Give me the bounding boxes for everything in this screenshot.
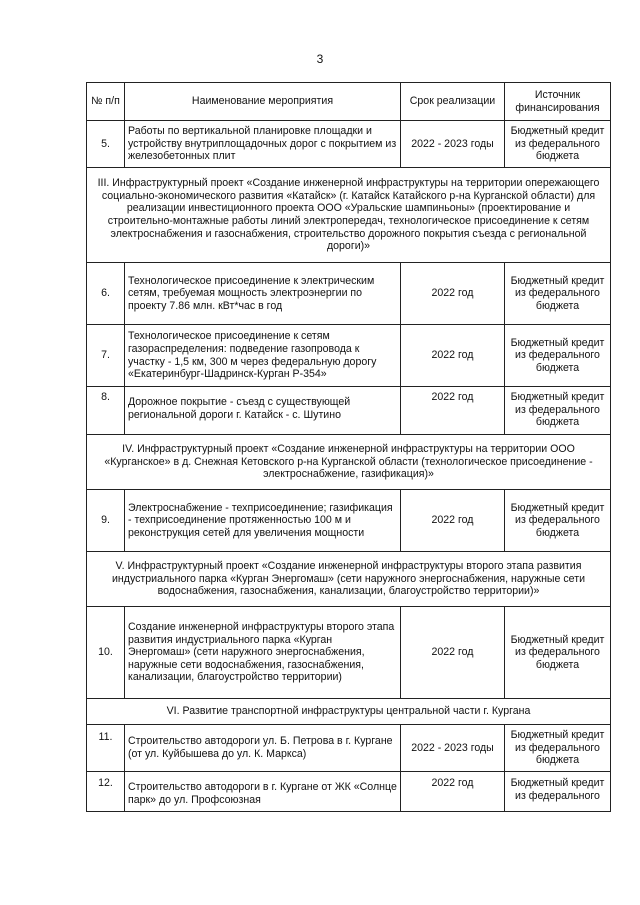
row-num: 9.: [87, 490, 125, 552]
section-title: VI. Развитие транспортной инфраструктуры центральной части г. Кургана: [87, 699, 611, 725]
table-row: [87, 772, 611, 812]
row-term: 2022 - 2023 годы: [401, 725, 505, 772]
row-term: 2022 год: [401, 772, 505, 812]
table-row: [87, 725, 611, 772]
row-source: Бюджетный кредит из федерального: [505, 772, 611, 812]
row-num: 6.: [87, 263, 125, 325]
header-term: Срок реализации: [401, 83, 505, 121]
header-source: Источник финансирования: [505, 83, 611, 121]
row-num: 8.: [87, 387, 125, 435]
row-term: 2022 год: [401, 490, 505, 552]
row-name: Строительство автодороги ул. Б. Петрова в г. Кургане (от ул. Куйбышева до ул. К. Маркса): [125, 725, 401, 772]
header-name: Наименование мероприятия: [125, 83, 401, 121]
table-row: [87, 263, 611, 325]
row-num: 7.: [87, 325, 125, 387]
table-body: [87, 121, 611, 812]
section-row: [87, 699, 611, 725]
row-num: 12.: [87, 772, 125, 812]
section-title: IV. Инфраструктурный проект «Создание инженерной инфраструктуры на территории ООО «Курганское» в д. Снежная Кетовского р-на Курганской области (технологическое присоединение - электроснабжение, газификация)»: [87, 435, 611, 490]
row-term: 2022 - 2023 годы: [401, 121, 505, 168]
row-source: Бюджетный кредит из федерального бюджета: [505, 325, 611, 387]
row-term: 2022 год: [401, 325, 505, 387]
section-row: [87, 435, 611, 490]
row-name: Создание инженерной инфраструктуры второго этапа развития индустриального парка «Курган Энергомаш» (сети наружного энергоснабжения, наружные сети водоснабжения, газоснабжения, канализации, благоустройство территории): [125, 607, 401, 699]
row-source: Бюджетный кредит из федерального бюджета: [505, 490, 611, 552]
row-name: Технологическое присоединение к сетям газораспределения: подведение газопровода к участку - 1,5 км, 300 м через федеральную дорогу «Екатеринбург-Шадринск-Курган Р-354»: [125, 325, 401, 387]
row-term: 2022 год: [401, 387, 505, 435]
row-name: Работы по вертикальной планировке площадки и устройству внутриплощадочных дорог с покрытием из железобетонных плит: [125, 121, 401, 168]
row-source: Бюджетный кредит из федерального бюджета: [505, 607, 611, 699]
row-source: Бюджетный кредит из федерального бюджета: [505, 263, 611, 325]
table-row: [87, 607, 611, 699]
section-row: [87, 168, 611, 263]
row-source: Бюджетный кредит из федерального бюджета: [505, 121, 611, 168]
row-name: Электроснабжение - техприсоединение; газификация - техприсоединение протяженностью 100 м и реконструкция сетей для увеличения мощности: [125, 490, 401, 552]
section-title: V. Инфраструктурный проект «Создание инженерной инфраструктуры второго этапа развития индустриального парка «Курган Энергомаш» (сети наружного энергоснабжения, наружные сети водоснабжения, газоснабжения, канализации, благоустройство территории)»: [87, 552, 611, 607]
row-num: 10.: [87, 607, 125, 699]
row-source: Бюджетный кредит из федерального бюджета: [505, 387, 611, 435]
table-row: [87, 121, 611, 168]
row-source: Бюджетный кредит из федерального бюджета: [505, 725, 611, 772]
table-row: [87, 490, 611, 552]
row-term: 2022 год: [401, 607, 505, 699]
table-row: [87, 325, 611, 387]
measures-table: [86, 82, 611, 812]
row-num: 11.: [87, 725, 125, 772]
section-row: [87, 552, 611, 607]
row-name: Строительство автодороги в г. Кургане от ЖК «Солнце парк» до ул. Профсоюзная: [125, 772, 401, 812]
section-title: III. Инфраструктурный проект «Создание инженерной инфраструктуры на территории опережающего социально-экономического развития «Катайск» (г. Катайск Катайского р-на Курганской области) для реализации инвестиционного проекта ООО «Уральские шампиньоны» (проектирование и строительно-монтажные работы линий электропередач, технологическое присоединение к сетям электроснабжения и газоснабжения, строительство дорожного покрытия съезда с региональной дороги)»: [87, 168, 611, 263]
table-header-row: [87, 83, 611, 121]
table-row: [87, 387, 611, 435]
page-number: 3: [316, 52, 324, 66]
header-num: № п/п: [87, 83, 125, 121]
row-term: 2022 год: [401, 263, 505, 325]
row-num: 5.: [87, 121, 125, 168]
row-name: Технологическое присоединение к электрическим сетям, требуемая мощность электроэнергии по проекту 7.86 млн. кВт*час в год: [125, 263, 401, 325]
row-name: Дорожное покрытие - съезд с существующей региональной дороги г. Катайск - с. Шутино: [125, 387, 401, 435]
